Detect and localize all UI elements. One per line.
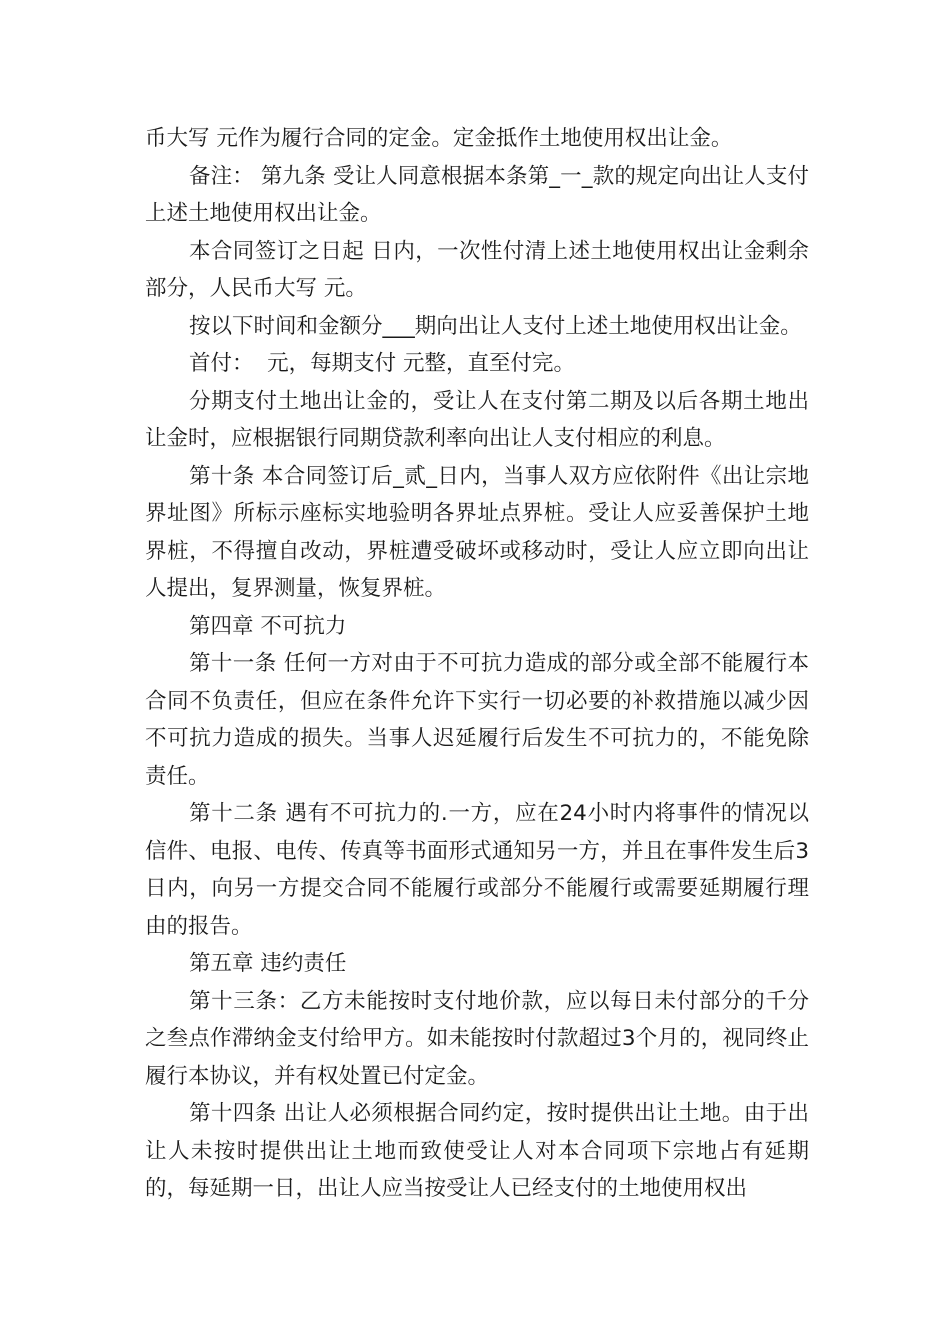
paragraph-article-9: 备注： 第九条 受让人同意根据本条第_一_款的规定向出让人支付上述土地使用权出让金。 [145, 163, 809, 226]
paragraph-first-payment: 首付： 元，每期支付 元整，直至付完。 [189, 351, 576, 376]
paragraph-installments: 按以下时间和金额分___期向出让人支付上述土地使用权出让金。 [189, 313, 802, 339]
paragraph-interest: 分期支付土地出让金的，受让人在支付第二期及以后各期土地出让金时，应根据银行同期贷款利率向出让人支付相应的利息。 [145, 388, 809, 451]
paragraph-lump-sum: 本合同签订之日起 日内，一次性付清上述土地使用权出让金剩余部分，人民币大写 元。 [145, 238, 809, 301]
paragraph-article-12: 第十二条 遇有不可抗力的.一方，应在24小时内将事件的情况以信件、电报、电传、传真等书面形式通知另一方，并且在事件发生后3日内，向另一方提交合同不能履行或部分不能履行或需要延期履行理由的报告。 [145, 801, 809, 939]
paragraph-article-14: 第十四条 出让人必须根据合同约定，按时提供出让土地。由于出让人未按时提供出让土地而致使受让人对本合同项下宗地占有延期的，每延期一日，出让人应当按受让人已经支付的土地使用权出 [145, 1101, 809, 1201]
paragraph-article-10: 第十条 本合同签订后_贰_日内，当事人双方应依附件《出让宗地界址图》所标示座标实地验明各界址点界桩。受让人应妥善保护土地界桩，不得擅自改动，界桩遭受破坏或移动时，受让人应立即向出让人提出，复界测量，恢复界桩。 [145, 463, 809, 601]
paragraph-deposit: 币大写 元作为履行合同的定金。定金抵作土地使用权出让金。 [145, 126, 733, 151]
chapter-heading-force-majeure: 第四章 不可抗力 [189, 613, 347, 639]
chapter-heading-liability: 第五章 违约责任 [189, 951, 347, 976]
paragraph-article-13: 第十三条：乙方未能按时支付地价款，应以每日未付部分的千分之叁点作滞纳金支付给甲方。如未能按时付款超过3个月的，视同终止履行本协议，并有权处置已付定金。 [145, 988, 809, 1089]
document-body [145, 120, 809, 1208]
paragraph-article-11: 第十一条 任何一方对由于不可抗力造成的部分或全部不能履行本合同不负责任，但应在条件允许下实行一切必要的补救措施以减少因不可抗力造成的损失。当事人迟延履行后发生不可抗力的，不能免除责任。 [145, 651, 809, 789]
